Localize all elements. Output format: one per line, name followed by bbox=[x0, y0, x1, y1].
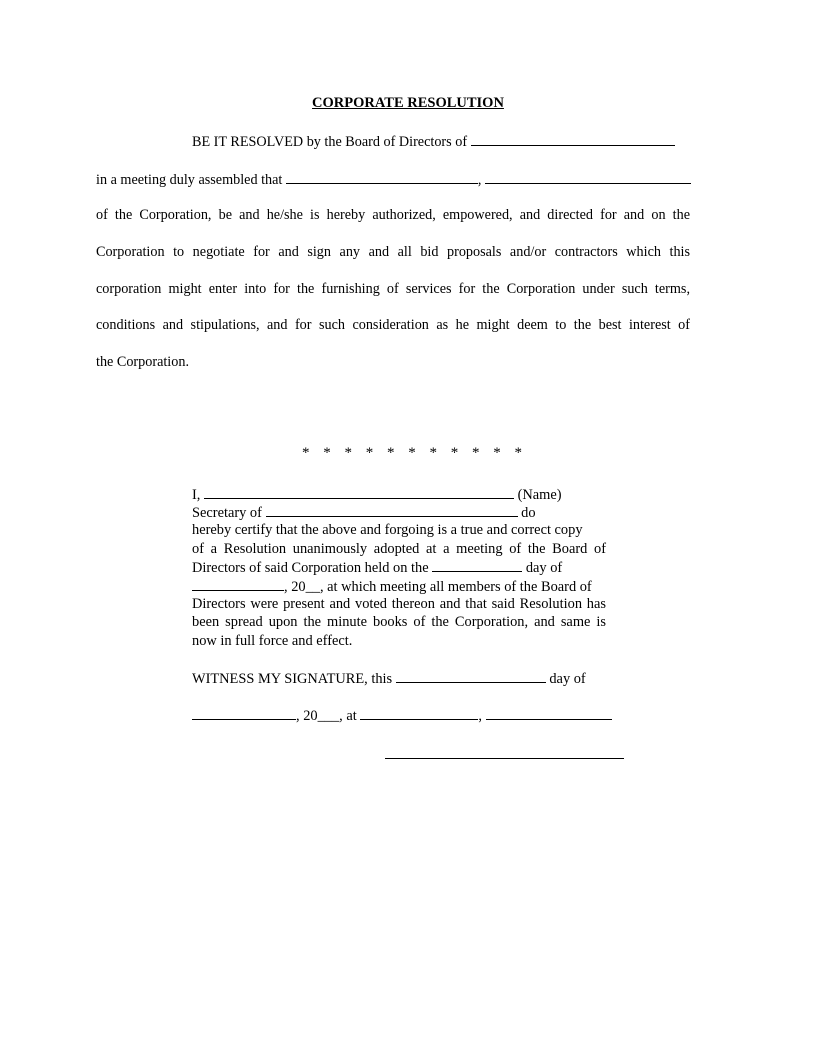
resolution-body-line-1: of the Corporation, be and he/she is hereby authorized, empowered, and directed for and on the bbox=[96, 207, 690, 223]
resolution-line-1-text: BE IT RESOLVED by the Board of Directors of bbox=[192, 134, 468, 150]
witness-state-blank bbox=[486, 707, 612, 720]
corporation-name-blank bbox=[266, 504, 518, 517]
cert-line-4: been spread upon the minute books of the Corporation, and same is bbox=[192, 614, 606, 630]
cert-i-label: I, bbox=[192, 487, 201, 503]
cert-name-line bbox=[192, 486, 562, 504]
officer-name-blank bbox=[286, 171, 478, 184]
cert-secretary-line bbox=[192, 504, 536, 522]
resolution-last-line: the Corporation. bbox=[96, 354, 189, 370]
witness-date-line bbox=[192, 707, 612, 725]
cert-year-line bbox=[192, 578, 592, 596]
cert-year-text: , 20__, at which meeting all members of the Board of bbox=[284, 579, 592, 595]
resolution-line-1 bbox=[192, 133, 675, 151]
cert-name-label: (Name) bbox=[517, 487, 562, 503]
witness-day-blank bbox=[396, 670, 546, 683]
witness-line bbox=[192, 670, 586, 688]
signature-line bbox=[385, 758, 624, 759]
resolution-line-2-text: in a meeting duly assembled that bbox=[96, 172, 283, 188]
cert-do-label: do bbox=[521, 505, 536, 521]
witness-month-blank bbox=[192, 707, 296, 720]
board-name-blank bbox=[471, 133, 675, 146]
meeting-month-blank bbox=[192, 578, 284, 591]
resolution-line-2-comma: , bbox=[477, 172, 482, 188]
resolution-body-line-2: Corporation to negotiate for and sign any and all bid proposals and/or contractors which this bbox=[96, 244, 690, 260]
witness-day-of-label: day of bbox=[549, 671, 586, 687]
cert-line-3: Directors were present and voted thereon and that said Resolution has bbox=[192, 596, 606, 612]
cert-held-label: Directors of said Corporation held on the bbox=[192, 560, 429, 576]
cert-final-line: now in full force and effect. bbox=[192, 633, 353, 649]
cert-line-2: of a Resolution unanimously adopted at a meeting of the Board of bbox=[192, 541, 606, 557]
witness-label: WITNESS MY SIGNATURE, this bbox=[192, 671, 393, 687]
cert-secretary-label: Secretary of bbox=[192, 505, 262, 521]
resolution-body-line-4: conditions and stipulations, and for such consideration as he might deem to the best interest of bbox=[96, 317, 690, 333]
section-separator: * * * * * * * * * * * bbox=[302, 445, 527, 461]
cert-day-of-label: day of bbox=[525, 560, 563, 576]
resolution-line-2 bbox=[96, 171, 691, 189]
meeting-day-blank bbox=[432, 559, 522, 572]
witness-year-text: , 20___, at bbox=[296, 708, 357, 724]
cert-line-1: hereby certify that the above and forgoing is a true and correct copy bbox=[192, 522, 583, 538]
resolution-body-line-3: corporation might enter into for the furnishing of services for the Corporation under such terms, bbox=[96, 281, 690, 297]
witness-city-blank bbox=[360, 707, 478, 720]
document-title: CORPORATE RESOLUTION bbox=[312, 95, 504, 111]
cert-held-line bbox=[192, 559, 562, 577]
secretary-name-blank bbox=[204, 486, 514, 499]
witness-comma: , bbox=[478, 708, 482, 724]
officer-title-blank bbox=[485, 171, 691, 184]
